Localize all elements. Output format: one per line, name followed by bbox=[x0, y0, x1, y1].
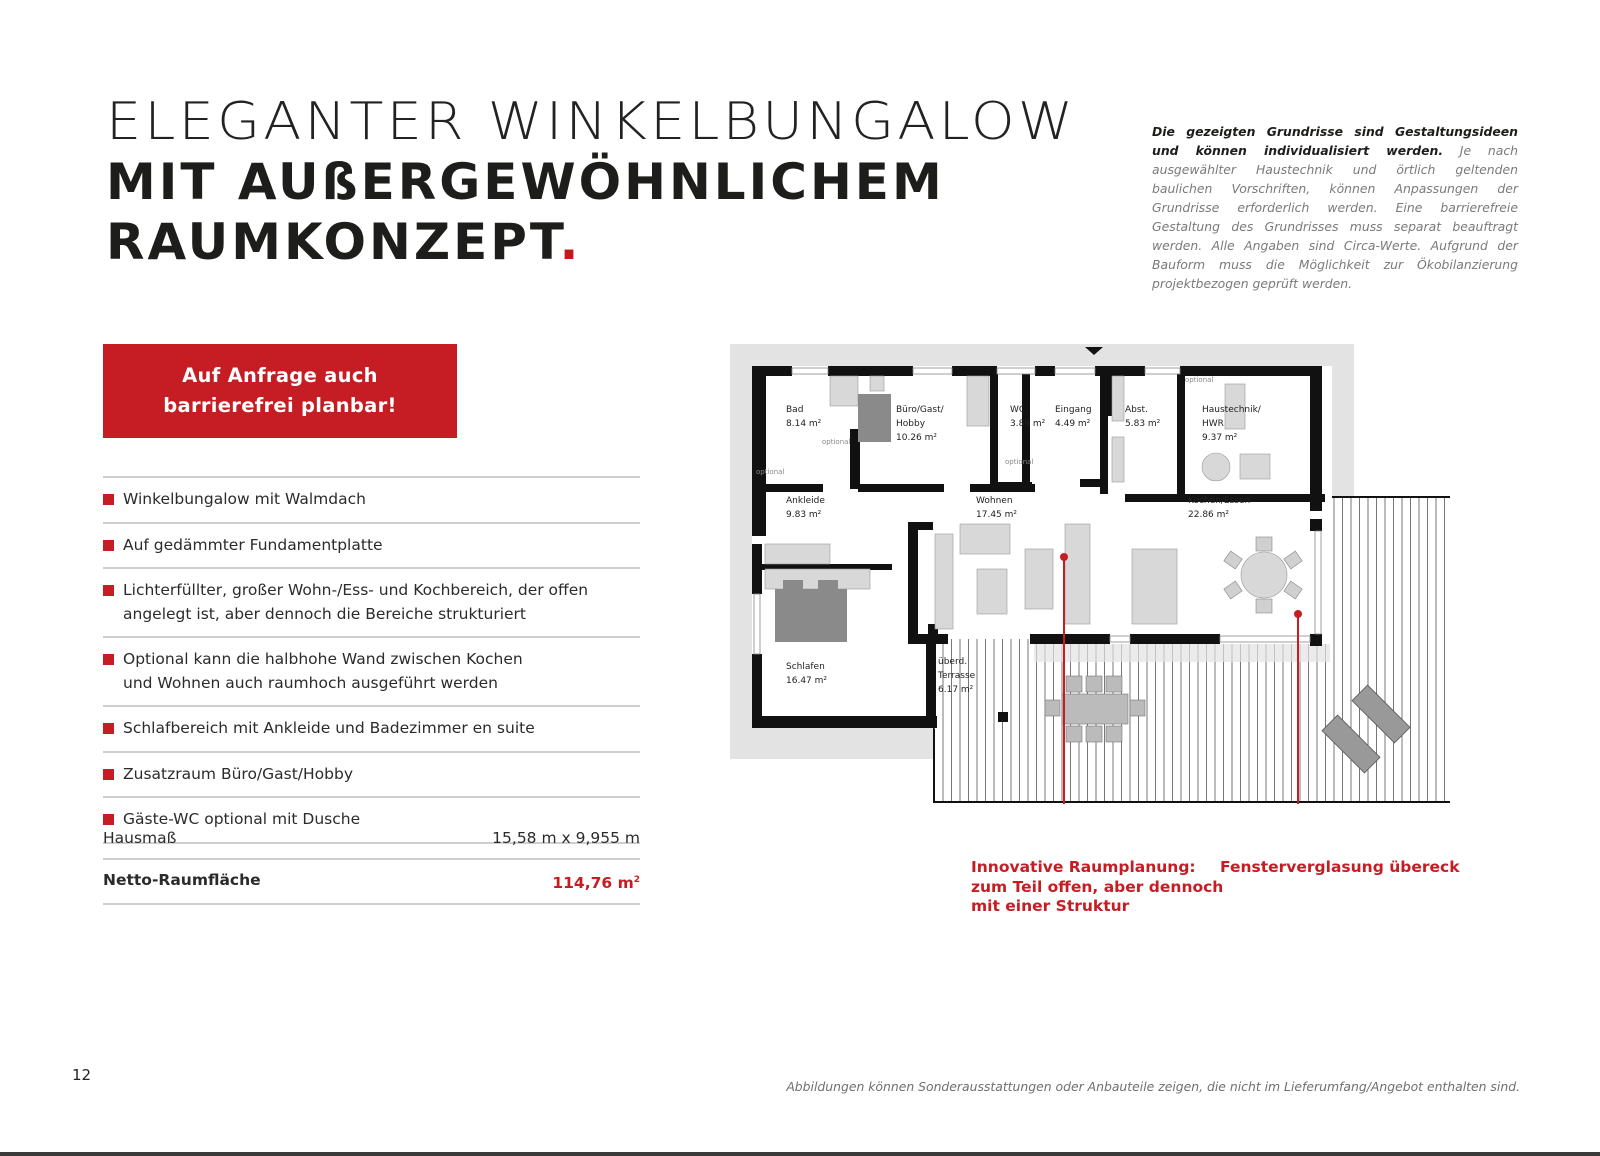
title-line-3-text: RAUMKONZEPT bbox=[106, 213, 560, 271]
spec-label: Netto-Raumfläche bbox=[103, 871, 261, 889]
callout-fensterverglasung: Fensterverglasung übereck bbox=[1220, 858, 1460, 876]
feature-item bbox=[103, 478, 640, 524]
intro-text: Je nach ausgewählter Haustechnik und örtlich geltenden baulichen Vorschriften, können Anpassungen der Grundrisse erforderlich werden. Eine barrierefreie Gestaltung des Grundrisses muss separat beauftragt werden. Alle Angaben sind Circa-Werte. Aufgrund der Bauform muss die Möglichkeit zur Ökobilanzierung projektbezogen geprüft werden. bbox=[1152, 143, 1518, 291]
optional-label: optional bbox=[822, 438, 851, 446]
feature-text: Auf gedämmter Fundamentplatte bbox=[123, 535, 383, 554]
page-title bbox=[106, 92, 1077, 272]
callout-dot-icon bbox=[1294, 610, 1302, 618]
optional-label: optional bbox=[756, 468, 785, 476]
callout-line: mit einer Struktur bbox=[971, 897, 1130, 915]
room-wohnen: Wohnen 17.45 m² bbox=[976, 496, 1018, 520]
feature-item bbox=[103, 707, 640, 753]
feature-text: Optional kann die halbhohe Wand zwischen Kochen und Wohnen auch raumhoch ausgeführt werden bbox=[123, 650, 523, 692]
spec-label: Hausmaß bbox=[103, 829, 177, 847]
room-haustechnik: Haustechnik/ HWR 9.37 m² bbox=[1202, 405, 1261, 443]
footer-note: Abbildungen können Sonderausstattungen oder Anbauteile zeigen, die nicht im Lieferumfang/Angebot enthalten sind. bbox=[786, 1079, 1520, 1094]
bullet-square-icon bbox=[103, 769, 114, 780]
room-buero: Büro/Gast/ Hobby 10.26 m² bbox=[896, 405, 944, 443]
room-kochen-essen: Kochen/Essen 22.86 m² bbox=[1188, 496, 1251, 520]
callout-line: zum Teil offen, aber dennoch bbox=[971, 877, 1224, 896]
spec-net-area bbox=[103, 860, 640, 905]
page-number: 12 bbox=[72, 1066, 92, 1084]
bullet-square-icon bbox=[103, 654, 114, 665]
room-abst: Abst. 5.83 m² bbox=[1125, 405, 1161, 429]
feature-item bbox=[103, 753, 640, 799]
floor-plan bbox=[730, 344, 1450, 804]
spec-house-size bbox=[103, 818, 640, 860]
bullet-square-icon bbox=[103, 723, 114, 734]
room-terrasse: überd. Terrasse 6.17 m² bbox=[938, 657, 976, 695]
feature-text: Gäste-WC optional mit Dusche bbox=[123, 810, 361, 828]
bottom-bar bbox=[0, 1152, 1600, 1156]
feature-text: Lichterfüllter, großer Wohn-/Ess- und Kochbereich, der offen angelegt ist, aber dennoch die Bereiche strukturiert bbox=[123, 581, 589, 623]
feature-text: Schlafbereich mit Ankleide und Badezimmer en suite bbox=[123, 719, 535, 737]
bullet-square-icon bbox=[103, 585, 114, 596]
intro-disclaimer bbox=[1152, 122, 1518, 293]
badge-line-2: barrierefrei planbar! bbox=[163, 394, 397, 417]
room-eingang: Eingang 4.49 m² bbox=[1055, 405, 1092, 429]
spec-value bbox=[552, 870, 640, 893]
feature-item bbox=[103, 524, 640, 570]
title-line-3 bbox=[106, 212, 1013, 272]
optional-label: optional bbox=[1005, 458, 1034, 466]
callout-line: Innovative Raumplanung: bbox=[971, 858, 1196, 876]
spec-value: 15,58 m x 9,955 m bbox=[492, 829, 640, 847]
intro-bold: Die gezeigten Grundrisse sind Gestaltungsideen und können individualisiert werden. bbox=[1152, 124, 1518, 158]
room-wc: WC 3.89 m² bbox=[1010, 405, 1046, 429]
title-line-2: MIT AUßERGEWÖHNLICHEM bbox=[106, 153, 945, 211]
title-red-dot: . bbox=[559, 213, 582, 271]
room-schlafen: Schlafen 16.47 m² bbox=[786, 662, 828, 686]
bed-master bbox=[775, 589, 847, 642]
bed-guest bbox=[858, 394, 891, 442]
barrier-free-badge bbox=[103, 344, 457, 438]
feature-text: Winkelbungalow mit Walmdach bbox=[123, 490, 366, 508]
net-area-number: 114,76 m bbox=[552, 874, 634, 893]
badge-line-1: Auf Anfrage auch bbox=[182, 364, 378, 387]
feature-list bbox=[103, 476, 640, 844]
unit-superscript: 2 bbox=[633, 875, 640, 885]
bullet-square-icon bbox=[103, 494, 114, 505]
room-bad: Bad 8.14 m² bbox=[786, 405, 822, 429]
title-line-1: ELEGANTER WINKELBUNGALOW bbox=[106, 92, 1077, 152]
room-ankleide: Ankleide 9.83 m² bbox=[786, 496, 825, 520]
feature-item bbox=[103, 638, 640, 707]
callout-dot-icon bbox=[1060, 553, 1068, 561]
bullet-square-icon bbox=[103, 540, 114, 551]
callout-raumplanung bbox=[971, 858, 1223, 917]
feature-item bbox=[103, 569, 640, 638]
feature-text: Zusatzraum Büro/Gast/Hobby bbox=[123, 764, 354, 783]
optional-label: optional bbox=[1185, 376, 1214, 384]
dining-table bbox=[1241, 552, 1287, 598]
